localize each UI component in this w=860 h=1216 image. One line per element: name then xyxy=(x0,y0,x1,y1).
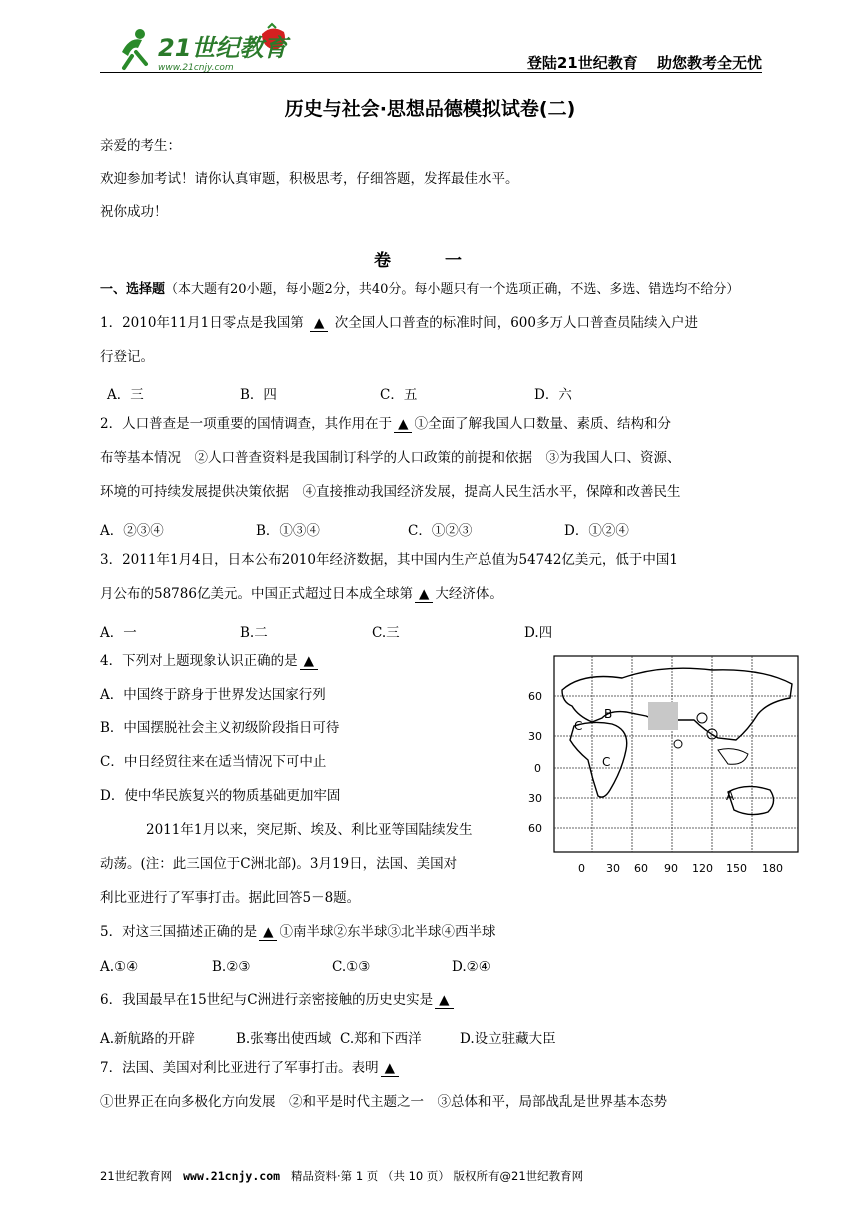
q6-option-a: A.新航路的开辟 xyxy=(100,1031,196,1047)
answer-blank: ▲ xyxy=(381,1062,399,1077)
q5-choices: ①南半球②东半球③北半球④西半球 xyxy=(279,924,496,940)
svg-text:21世纪教育: 21世纪教育 xyxy=(158,34,288,62)
q7-stem: 7．法国、美国对利比亚进行了军事打击。表明 xyxy=(100,1060,379,1076)
part-desc: （本大题有20小题，每小题2分，共40分。每小题只有一个选项正确，不选、多选、错选均不给分） xyxy=(165,282,740,297)
question-6 xyxy=(100,994,456,1009)
lon-label: 0 xyxy=(578,862,585,875)
map-label-c: C xyxy=(574,719,583,733)
lat-label: 60 xyxy=(528,690,542,703)
q3-text-c: 大经济体。 xyxy=(435,586,503,602)
footer-url: www.21cnjy.com xyxy=(183,1169,281,1183)
lon-label: 30 xyxy=(606,862,620,875)
question-7 xyxy=(100,1062,401,1077)
intro-line: 欢迎参加考试！请你认真审题，积极思考，仔细答题，发挥最佳水平。 xyxy=(100,171,519,187)
q4-option-d: D．使中华民族复兴的物质基础更加牢固 xyxy=(100,788,341,804)
q5-option-a: A.①④ xyxy=(100,959,139,975)
q2-line-d: 环境的可持续发展提供决策依据 ④直接推动我国经济发展，提高人民生活水平，保障和改善民生 xyxy=(100,484,681,500)
question-1 xyxy=(100,317,698,332)
question-5 xyxy=(100,926,495,941)
question-4 xyxy=(100,655,320,670)
answer-blank: ▲ xyxy=(435,994,453,1009)
part-heading xyxy=(100,283,739,296)
lon-label: 150 xyxy=(726,862,747,875)
header-divider xyxy=(100,72,762,73)
q3-text-b: 月公布的58786亿美元。中国正式超过日本成全球第 xyxy=(100,586,413,602)
q2-option-a: A．②③④ xyxy=(100,523,164,539)
q6-option-c: C.郑和下西洋 xyxy=(340,1031,422,1047)
q6-stem: 6．我国最早在15世纪与C洲进行亲密接触的历史史实是 xyxy=(100,992,434,1008)
map-label-a: A xyxy=(726,789,735,803)
q4-option-a: A．中国终于跻身于世界发达国家行列 xyxy=(100,687,326,703)
q1-option-c: C．五 xyxy=(380,387,418,403)
intro-wish: 祝你成功！ xyxy=(100,204,168,220)
q4-stem: 4．下列对上题现象认识正确的是 xyxy=(100,653,298,669)
q3-line-b xyxy=(100,588,503,603)
lon-label: 180 xyxy=(762,862,783,875)
q2-line-c: 布等基本情况 ②人口普查资料是我国制订科学的人口政策的前提和依据 ③为我国人口、资源、 xyxy=(100,450,681,466)
passage-line: 2011年1月以来，突尼斯、埃及、利比亚等国陆续发生 xyxy=(146,822,473,838)
q3-option-d: D.四 xyxy=(524,625,553,641)
q1-option-b: B．四 xyxy=(240,387,277,403)
q1-text-b: 次全国人口普查的标准时间，600多万人口普查员陆续入户进 xyxy=(334,315,698,331)
site-logo xyxy=(112,22,292,74)
q2-text-b: ①全面了解我国人口数量、素质、结构和分 xyxy=(414,416,671,432)
answer-blank: ▲ xyxy=(415,588,433,603)
page-title: 历史与社会·思想品德模拟试卷(二) xyxy=(284,98,576,120)
answer-blank: ▲ xyxy=(259,926,277,941)
q3-option-a: A．一 xyxy=(100,625,137,641)
q6-option-b: B.张骞出使西域 xyxy=(236,1031,332,1047)
svg-text:www.21cnjy.com: www.21cnjy.com xyxy=(158,63,234,73)
answer-blank: ▲ xyxy=(300,655,318,670)
intro-greeting: 亲爱的考生： xyxy=(100,138,181,154)
footer-page-info: 精品资料·第 1 页 （共 10 页） 版权所有@21世纪教育网 xyxy=(291,1169,584,1183)
q7-choices: ①世界正在向多极化方向发展 ②和平是时代主题之一 ③总体和平，局部战乱是世界基本态势 xyxy=(100,1094,667,1110)
lon-label: 90 xyxy=(664,862,678,875)
slogan-left: 登陆21世纪教育 xyxy=(526,54,638,72)
footer-site: 21世纪教育网 xyxy=(100,1169,173,1183)
section-title: 卷 一 xyxy=(374,251,486,271)
q3-option-c: C.三 xyxy=(372,625,400,641)
page-footer xyxy=(100,1168,583,1184)
q1-continued: 行登记。 xyxy=(100,349,154,365)
q1-option-a: A．三 xyxy=(107,387,144,403)
question-3: 3．2011年1月4日，日本公布2010年经济数据，其中国内生产总值为54742亿美元，低于中国1 xyxy=(100,552,679,568)
q5-option-d: D.②④ xyxy=(452,959,491,975)
header-slogan xyxy=(527,52,762,73)
logo-graphic xyxy=(112,22,292,74)
part-label: 一、选择题 xyxy=(100,282,166,297)
q5-stem: 5．对这三国描述正确的是 xyxy=(100,924,258,940)
q2-option-b: B．①③④ xyxy=(256,523,320,539)
lat-label: 0 xyxy=(534,762,541,775)
q5-option-c: C.①③ xyxy=(332,959,371,975)
lat-label: 30 xyxy=(528,730,542,743)
map-label-b: B xyxy=(604,707,613,721)
q1-option-d: D．六 xyxy=(534,387,572,403)
answer-blank: ▲ xyxy=(394,418,412,433)
lon-label: 120 xyxy=(692,862,713,875)
q4-option-b: B．中国摆脱社会主义初级阶段指日可待 xyxy=(100,720,340,736)
q1-text-a: 1．2010年11月1日零点是我国第 xyxy=(100,315,304,331)
lat-label: 60 xyxy=(528,822,542,835)
map-label-c: C xyxy=(602,755,611,769)
world-map-figure xyxy=(522,650,800,878)
q2-text-a: 2．人口普查是一项重要的国情调查，其作用在于 xyxy=(100,416,393,432)
answer-blank: ▲ xyxy=(310,317,328,332)
lat-label: 30 xyxy=(528,792,542,805)
lon-label: 60 xyxy=(634,862,648,875)
q2-option-d: D．①②④ xyxy=(564,523,629,539)
passage-line: 动荡。(注：此三国位于C洲北部)。3月19日，法国、美国对 xyxy=(100,856,458,872)
q2-option-c: C．①②③ xyxy=(408,523,473,539)
map-svg xyxy=(522,650,800,878)
q3-option-b: B.二 xyxy=(240,625,268,641)
q6-option-d: D.设立驻藏大臣 xyxy=(460,1031,556,1047)
question-2 xyxy=(100,418,671,433)
slogan-right: 助您教考全无忧 xyxy=(656,54,762,72)
q4-option-c: C．中日经贸往来在适当情况下可中止 xyxy=(100,754,327,770)
passage-line: 利比亚进行了军事打击。据此回答5－8题。 xyxy=(100,890,361,906)
q5-option-b: B.②③ xyxy=(212,959,251,975)
